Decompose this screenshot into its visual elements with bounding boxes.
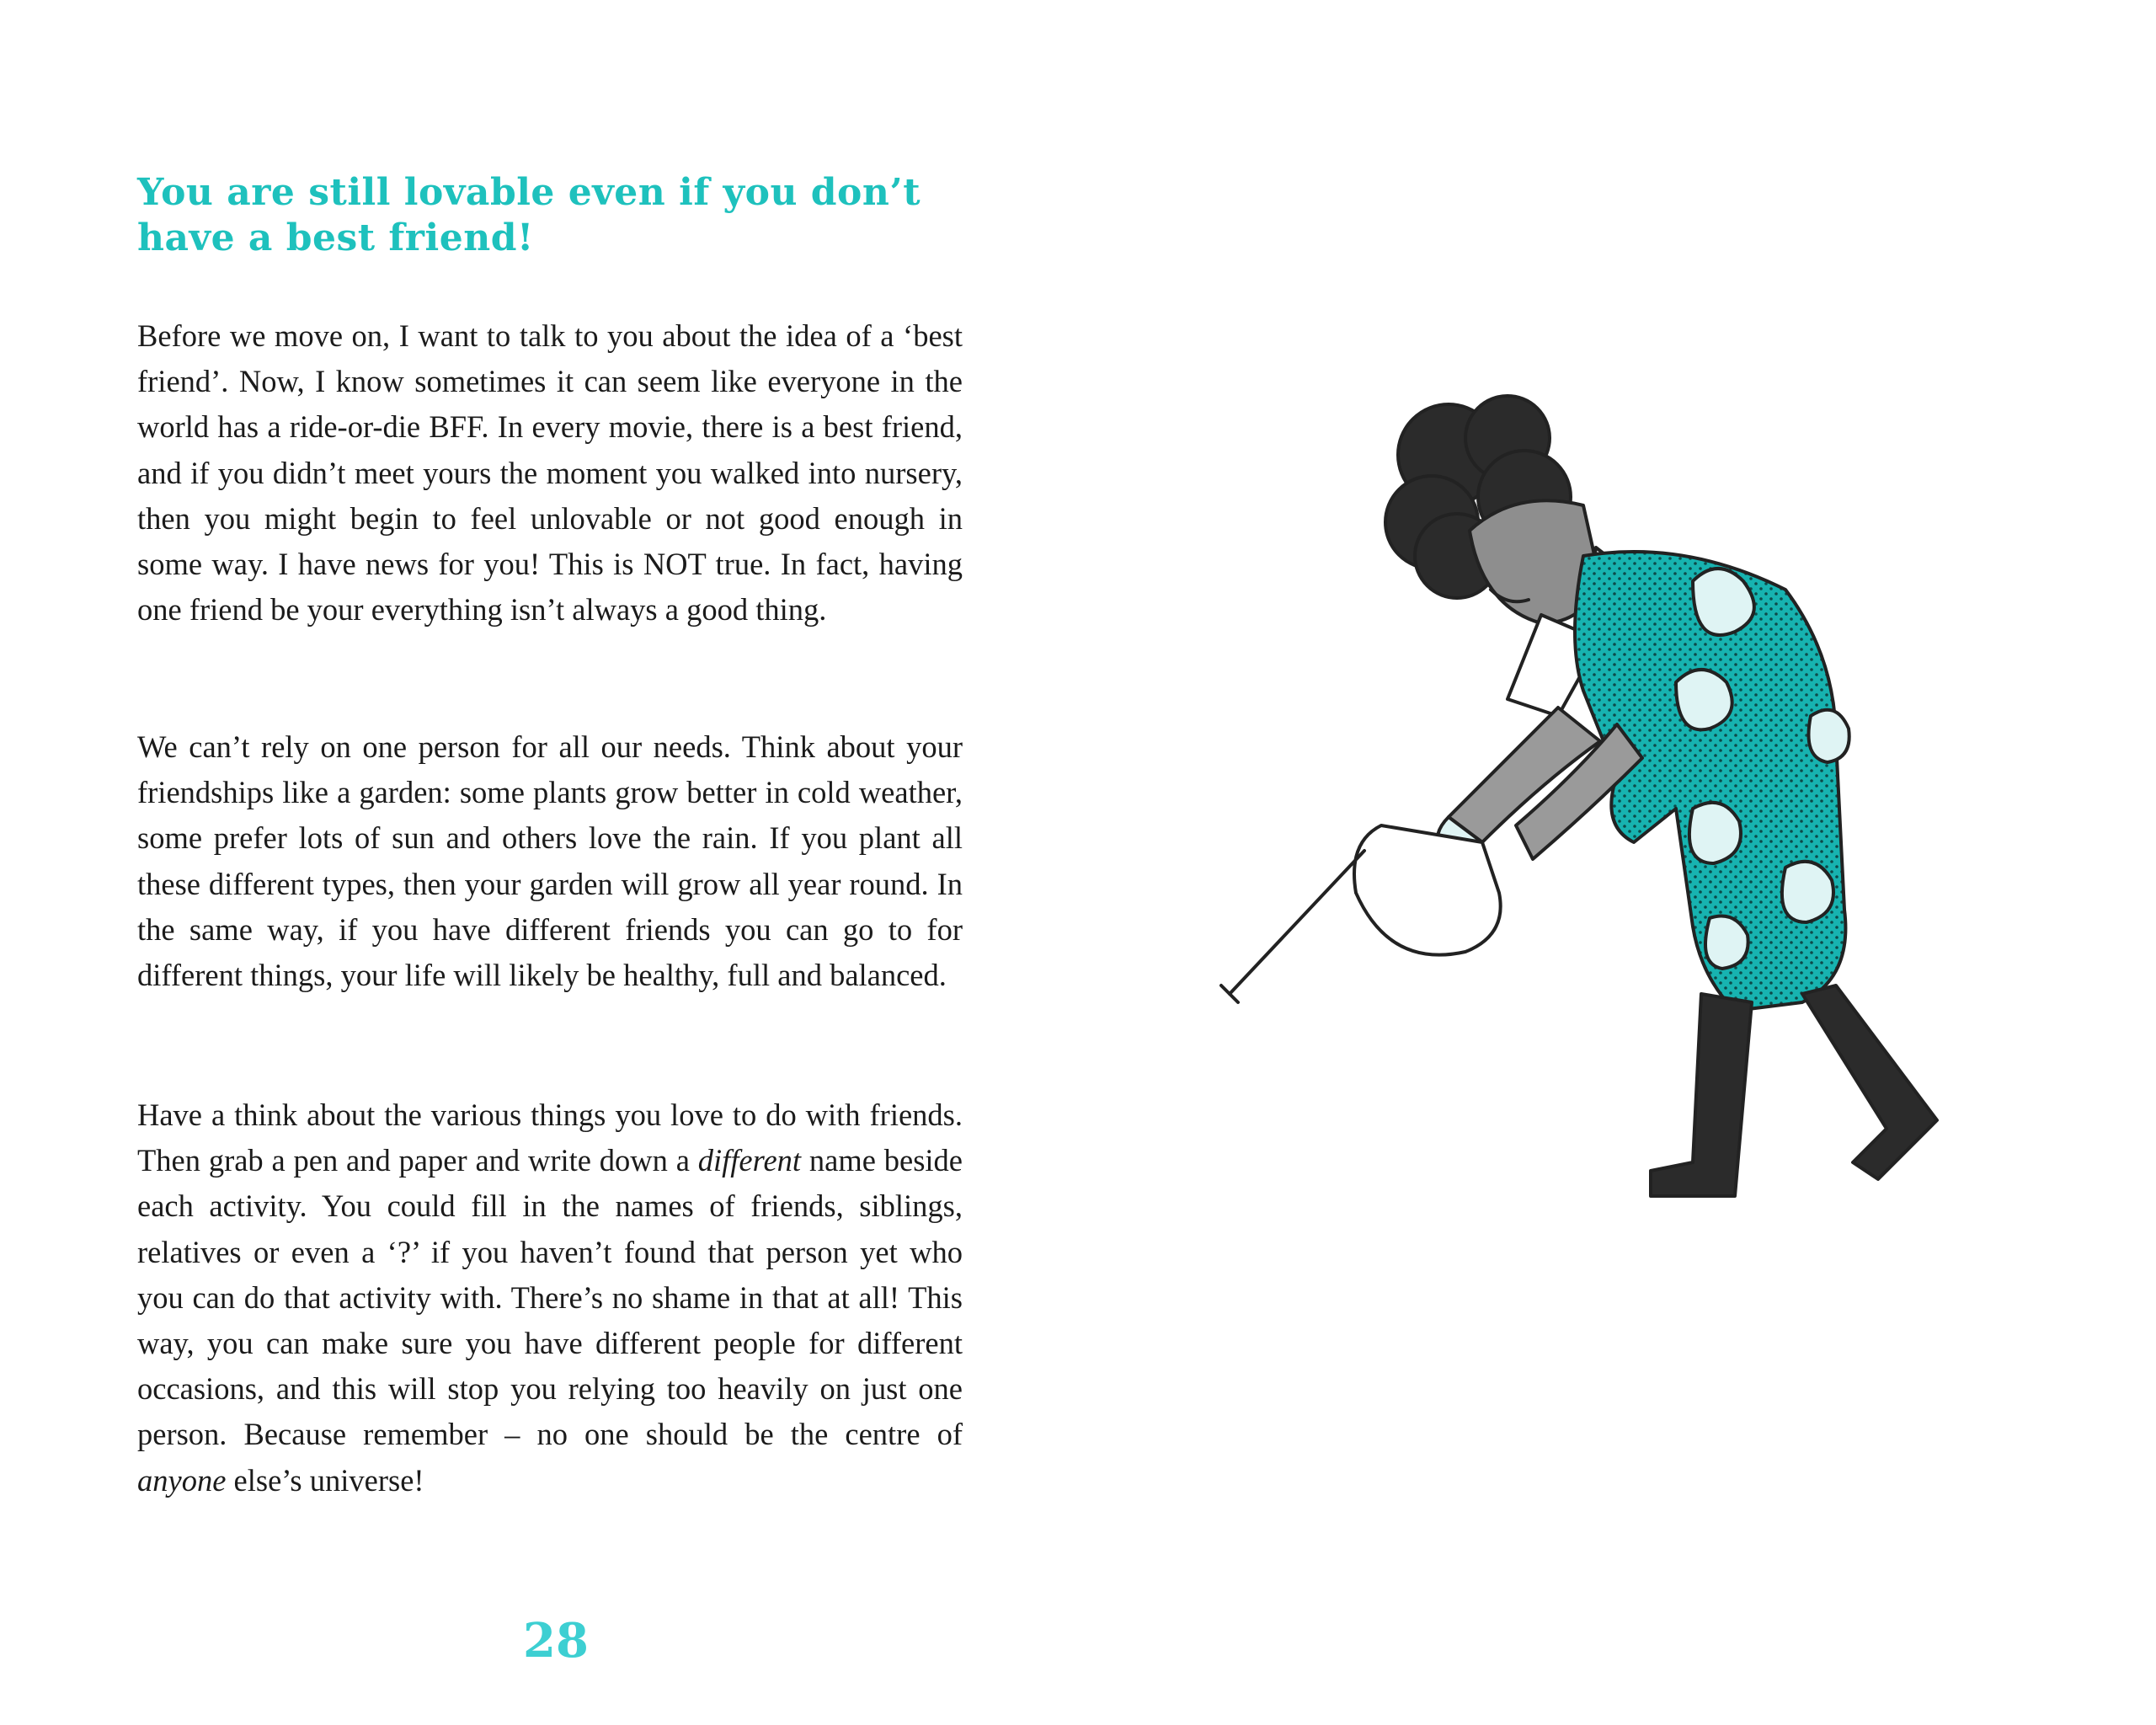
paragraph-activity-part2: name beside each activity. You could fill in the names of friends, siblings, relatives or even a ‘?’ if you haven’t found that person yet who you can do that activity with. There’s no shame in that at all! This way, you can make sure you have different people for different occasions, and this will stop you relying too heavily on just one person. Because remember – no one should be the centre of: [137, 1143, 963, 1452]
page-number: 28: [523, 1613, 589, 1669]
paragraph-activity-emphasis-different: different: [697, 1143, 802, 1178]
paragraph-activity-emphasis-anyone: anyone: [137, 1462, 227, 1498]
page-heading: You are still lovable even if you don’t have a best friend!: [137, 171, 921, 259]
paragraph-activity: [137, 1092, 963, 1503]
watering-can-icon: [1354, 825, 1501, 955]
paragraph-garden: We can’t rely on one person for all our needs. Think about your friendships like a garden: some plants grow better in cold weather, some prefer lots of sun and others love the rain. If you plant all these different types, then your garden will grow all year round. In the same way, if you have different friends you can go to for different things, your life will likely be healthy, full and balanced.: [137, 729, 963, 993]
paragraph-activity-part3: else’s universe!: [226, 1462, 424, 1498]
paragraph-best-friend: Before we move on, I want to talk to you about the idea of a ‘best friend’. Now, I know sometimes it can seem like everyone in the world has a ride-or-die BFF. In every movie, there is a best friend, and if you didn’t meet yours the moment you walked into nursery, then you might begin to feel unlovable or not good enough in some way. I have news for you! This is NOT true. In fact, having one friend be your everything isn’t always a good thing.: [137, 318, 963, 628]
gardener-watering-daisy-people-illustration: [1162, 118, 2105, 1718]
paragraph-activity-part1: Have a think about the various things you love to do with friends. Then grab a pen and paper and write down a: [137, 1097, 963, 1178]
